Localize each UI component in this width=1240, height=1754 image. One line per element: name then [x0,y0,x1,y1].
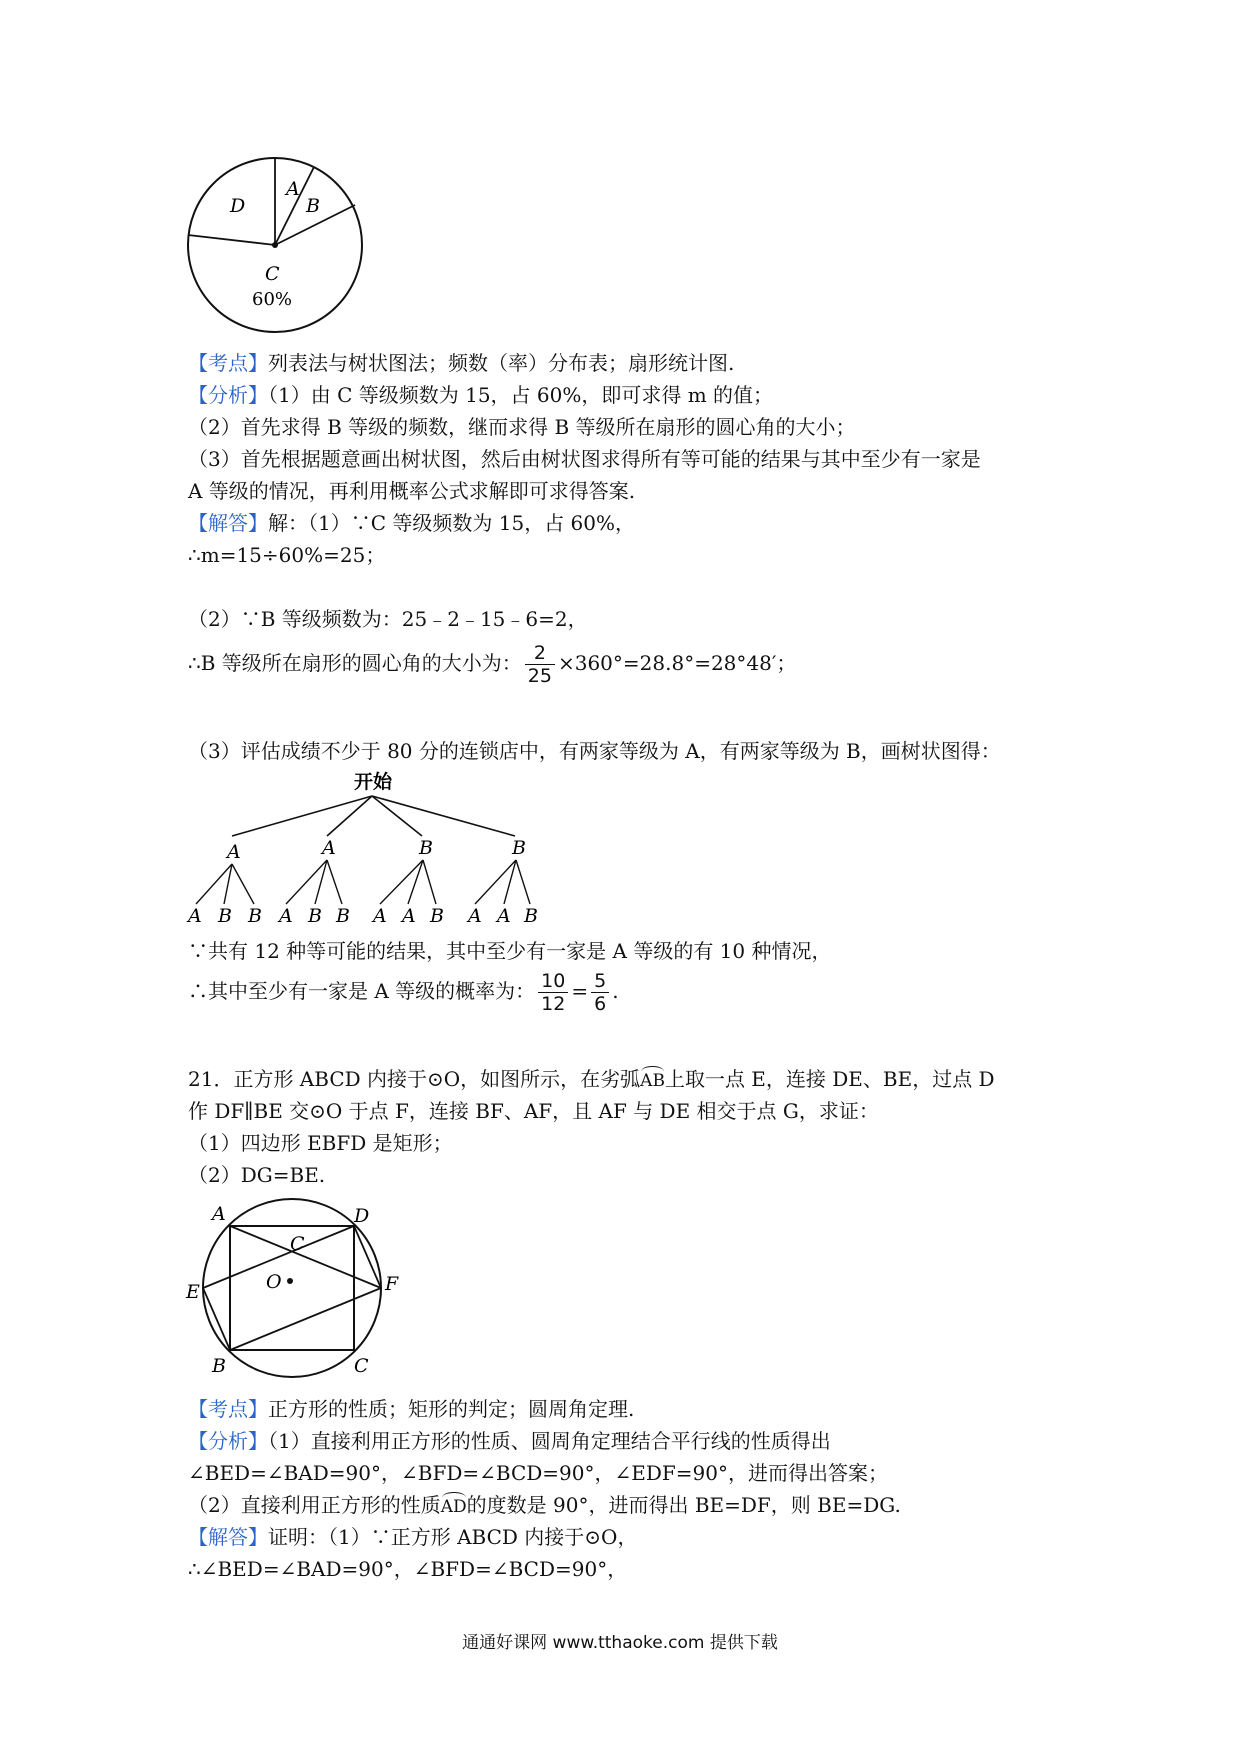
prob-fraction-1-num: 10 [538,970,568,993]
analysis-2-line-3 [188,1492,901,1518]
prob-pre: ∴其中至少有一家是 A 等级的概率为： [188,979,536,1003]
point-d: D [354,1205,370,1227]
jieda-tag: 【解答】 [188,511,268,535]
prob-fraction-2-den: 6 [594,993,607,1015]
solution-angle-line [188,642,796,687]
outcomes-line: ∵共有 12 种等可能的结果，其中至少有一家是 A 等级的有 10 种情况， [188,939,832,963]
jieda-2-line [188,1524,637,1550]
point-c: C [354,1355,369,1377]
point-a: A [212,1203,226,1225]
pie-figure [180,150,380,340]
angle-fraction-den: 25 [527,665,552,687]
jieda-line [188,510,635,536]
tree-leaf: A [468,905,482,927]
proof-line-2: ∴∠BED=∠BAD=90°，∠BFD=∠BCD=90°， [188,1557,628,1581]
tree-leaf: A [402,905,416,927]
prob-equals: = [571,979,589,1003]
prob-fraction-1 [538,970,568,1015]
tree-leaf: B [248,905,262,927]
pie-label-d: D [230,195,246,217]
kaodian-2-tag: 【考点】 [188,1397,268,1421]
tree-leaf: B [524,905,538,927]
kaodian-2-text: 正方形的性质；矩形的判定；圆周角定理. [268,1397,635,1421]
tree-l1-b1: B [419,837,433,859]
probability-line [188,970,619,1015]
analysis-line-3: （3）首先根据题意画出树状图，然后由树状图求得所有等可能的结果与其中至少有一家是 [188,447,981,471]
pie-radius-cd [188,235,275,245]
point-g: C [290,1233,305,1255]
f2c-pre: （2）直接利用正方形的性质 [188,1493,441,1517]
center-dot [287,1278,293,1284]
tree-leaf: A [497,905,511,927]
question-21-line-2: 作 DF∥BE 交⊙O 于点 F，连接 BF、AF，且 AF 与 DE 相交于点 G，求证： [188,1099,879,1123]
solution-m-line: ∴m=15÷60%=25； [188,543,386,567]
kaodian-2-line [188,1396,634,1422]
point-o: O [266,1271,282,1293]
question-21-part-2: （2）DG=BE. [188,1163,326,1187]
prob-fraction-2-num: 5 [591,970,609,993]
tree-leaf: B [218,905,232,927]
q21-text-b: 上取一点 E，连接 DE、BE，过点 D [664,1067,995,1091]
question-21-part-1: （1）四边形 EBFD 是矩形； [188,1131,453,1155]
jieda-text: 解：（1）∵C 等级频数为 15，占 60%， [268,511,636,535]
pie-label-c: C [265,263,280,285]
analysis-line-2: （2）首先求得 B 等级的频数，继而求得 B 等级所在扇形的圆心角的大小； [188,415,856,439]
analysis-line-4: A 等级的情况，再利用概率公式求解即可求得答案. [188,479,636,503]
angle-post: ×360°=28.8°=28°48′； [557,651,797,675]
tree-leaf: B [336,905,350,927]
tree-leaf: B [430,905,444,927]
kaodian-tag: 【考点】 [188,351,268,375]
tree-leaf: A [188,905,202,927]
angle-pre: ∴B 等级所在扇形的圆心角的大小为： [188,651,522,675]
pie-label-a: A [286,178,300,200]
point-f: F [385,1273,399,1295]
jieda-2-text: 证明：（1）∵正方形 ABCD 内接于⊙O， [268,1525,638,1549]
fenxi-text: （1）由 C 等级频数为 15，占 60%，即可求得 m 的值； [268,383,774,407]
tree-l1-a1: A [227,841,241,863]
angle-fraction-num: 2 [525,642,555,665]
geometry-figure [182,1198,407,1383]
prob-fraction-2 [591,970,609,1015]
prob-fraction-1-den: 12 [541,993,566,1015]
fenxi-2-text: （1）直接利用正方形的性质、圆周角定理结合平行线的性质得出 [268,1429,831,1453]
tree-leaf: A [279,905,293,927]
solution-b-freq-line: （2）∵B 等级频数为：25﹣2﹣15﹣6=2， [188,607,588,631]
arc-ab: AB [640,1066,665,1090]
point-b: B [212,1355,226,1377]
pie-label-b: B [306,195,320,217]
tree-intro-line: （3）评估成绩不少于 80 分的连锁店中，有两家等级为 A，有两家等级为 B，画树状图得： [188,739,1001,763]
jieda-2-tag: 【解答】 [188,1525,268,1549]
q21-text-a: 21．正方形 ABCD 内接于⊙O，如图所示，在劣弧 [188,1067,641,1091]
point-e: E [186,1281,200,1303]
f2c-post: 的度数是 90°，进而得出 BE=DF，则 BE=DG. [466,1493,901,1517]
tree-l1-a2: A [322,837,336,859]
kaodian-text: 列表法与树状图法；频数（率）分布表；扇形统计图. [268,351,735,375]
tree-leaf: A [373,905,387,927]
angle-fraction [525,642,555,687]
fenxi-tag: 【分析】 [188,383,268,407]
prob-post: . [612,979,619,1003]
arc-ad: AD [441,1492,467,1516]
fenxi-2-line [188,1428,831,1454]
tree-l1-b2: B [512,837,526,859]
pie-label-c-percent: 60% [252,289,293,310]
tree-leaf: B [308,905,322,927]
kaodian-line [188,350,734,376]
analysis-2-line-2: ∠BED=∠BAD=90°，∠BFD=∠BCD=90°，∠EDF=90°，进而得出答案； [188,1461,888,1485]
page-footer: 通通好课网 www.tthaoke.com 提供下载 [462,1633,778,1653]
question-21-line-1 [188,1066,995,1092]
pie-center-dot [272,242,278,248]
fenxi-line [188,382,773,408]
fenxi-2-tag: 【分析】 [188,1429,268,1453]
tree-diagram [182,768,582,928]
tree-root: 开始 [354,771,393,793]
